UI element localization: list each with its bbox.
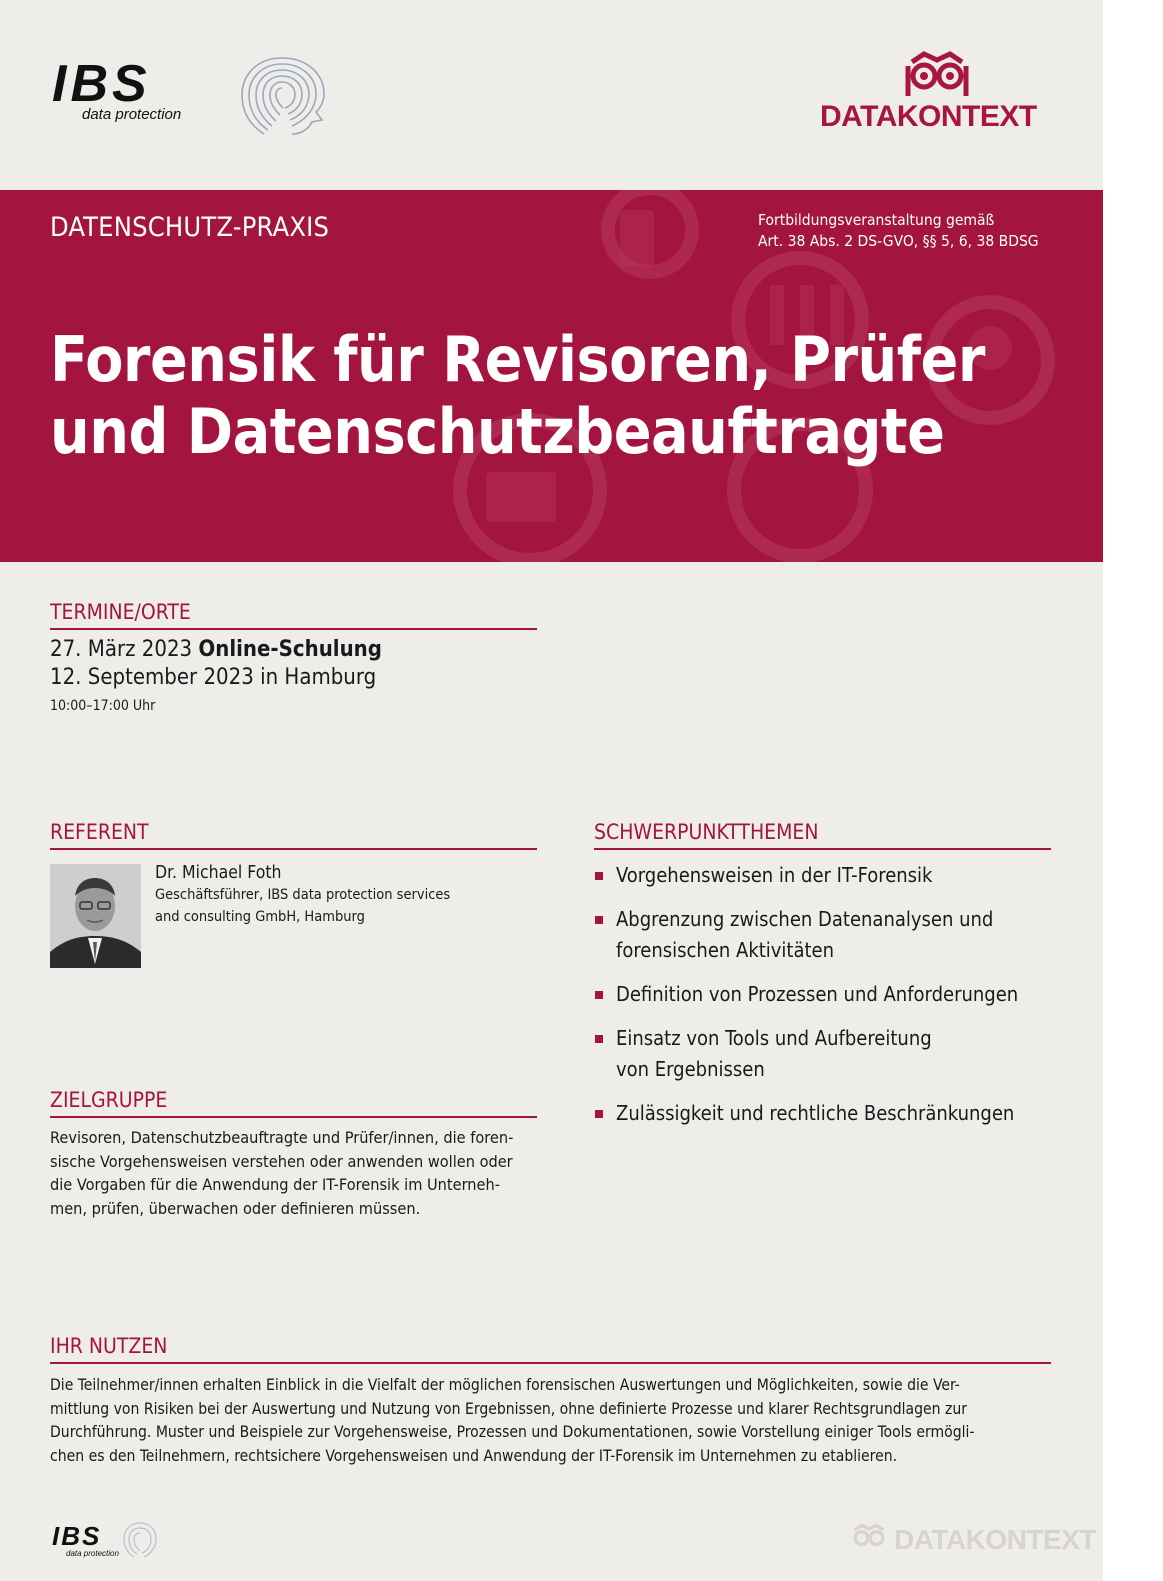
legal-note-line: Art. 38 Abs. 2 DS-GVO, §§ 5, 6, 38 BDSG (758, 232, 1039, 250)
fingerprint-icon (118, 1519, 162, 1559)
list-item (594, 860, 1054, 891)
list-item (594, 979, 1054, 1010)
datakontext-logo (820, 50, 1055, 140)
footer (0, 1517, 1163, 1581)
topic-text: Abgrenzung zwischen Datenanalysen und (616, 907, 994, 931)
footer-ibs-logo (52, 1523, 119, 1558)
ibs-logo-subtitle: data protection (82, 106, 182, 123)
topic-text: Zulässigkeit und rechtliche Beschränkungen (616, 1101, 1015, 1125)
list-item (594, 1098, 1054, 1129)
paragraph-line: chen es den Teilnehmern, rechtsichere Vorgehensweisen und Anwendung der IT-Forensik im Unternehmen zu etablieren. (50, 1446, 898, 1465)
paragraph-line: mittlung von Risiken bei der Auswertung und Nutzung von Ergebnissen, ohne definierte Prozesse und klarer Rechtsgrundlagen zur (50, 1399, 968, 1418)
paragraph-line: die Vorgaben für die Anwendung der IT-Forensik im Unterneh- (50, 1175, 500, 1194)
bullet-square-icon (595, 991, 603, 999)
speaker-role: and consulting GmbH, Hamburg (155, 909, 365, 925)
bullet-square-icon (595, 916, 603, 924)
topics-list (594, 860, 1054, 1142)
bullet-square-icon (595, 872, 603, 880)
page-title (50, 324, 1080, 468)
fingerprint-icon (212, 50, 342, 140)
ibs-logo (52, 50, 292, 140)
title-banner (0, 190, 1103, 562)
zielgruppe-text (50, 1126, 550, 1220)
schwerpunkt-heading: SCHWERPUNKTTHEMEN (594, 820, 1051, 850)
dates-block (50, 636, 382, 714)
title-line: und Datenschutzbeauftragte (50, 395, 945, 468)
owl-icon (850, 1523, 888, 1553)
nutzen-heading: IHR NUTZEN (50, 1334, 1051, 1364)
zielgruppe-heading: ZIELGRUPPE (50, 1088, 537, 1118)
bullet-square-icon (595, 1110, 603, 1118)
footer-datakontext-text: DATAKONTEXT (894, 1524, 1096, 1555)
topic-text: Vorgehensweisen in der IT-Forensik (616, 863, 933, 887)
speaker-photo (50, 864, 141, 968)
ibs-logo-text: IBS (52, 55, 151, 113)
time-text: 10:00–17:00 Uhr (50, 698, 156, 714)
paragraph-line: Revisoren, Datenschutzbeauftragte und Prüfer/innen, die foren- (50, 1128, 514, 1147)
topic-text: Definition von Prozessen und Anforderungen (616, 982, 1019, 1006)
termine-heading: TERMINE/ORTE (50, 600, 537, 630)
paragraph-line: Die Teilnehmer/innen erhalten Einblick in die Vielfalt der möglichen forensischen Auswertungen und Möglichkeiten, sowie die Ver- (50, 1376, 960, 1394)
paragraph-line: Durchführung. Muster und Beispiele zur Vorgehensweise, Prozessen und Dokumentationen, sowie Vorstellung einiger Tools ermögli- (50, 1423, 975, 1441)
footer-datakontext-logo (850, 1523, 1096, 1556)
owl-icon (904, 50, 970, 102)
date-place: Online-Schulung (198, 637, 382, 662)
series-label: DATENSCHUTZ-PRAXIS (50, 212, 330, 243)
date-text: 27. März 2023 (50, 637, 199, 662)
list-item (594, 904, 1054, 966)
legal-note (758, 210, 1078, 252)
bullet-square-icon (595, 1035, 603, 1043)
paragraph-line: sische Vorgehensweisen verstehen oder anwenden wollen oder (50, 1151, 513, 1171)
footer-ibs-logo-text: IBS (52, 1521, 102, 1551)
nutzen-text (50, 1374, 1060, 1468)
header (0, 0, 1103, 190)
speaker-info (155, 862, 535, 928)
footer-ibs-logo-subtitle: data protection (66, 1549, 119, 1558)
list-item (594, 1023, 1054, 1085)
topic-text: Einsatz von Tools und Aufbereitung (616, 1026, 932, 1050)
speaker-role: Geschäftsführer, IBS data protection services (155, 887, 451, 903)
date-line (50, 636, 382, 664)
speaker-name: Dr. Michael Foth (155, 863, 282, 883)
referent-heading: REFERENT (50, 820, 537, 850)
date-line: 12. September 2023 in Hamburg (50, 665, 377, 690)
legal-note-line: Fortbildungsveranstaltung gemäß (758, 211, 995, 229)
topic-text: von Ergebnissen (616, 1057, 765, 1081)
datakontext-logo-text: DATAKONTEXT (820, 100, 1037, 133)
title-line: Forensik für Revisoren, Prüfer (50, 323, 985, 396)
topic-text: forensischen Aktivitäten (616, 938, 835, 962)
paragraph-line: men, prüfen, überwachen oder definieren müssen. (50, 1198, 421, 1218)
